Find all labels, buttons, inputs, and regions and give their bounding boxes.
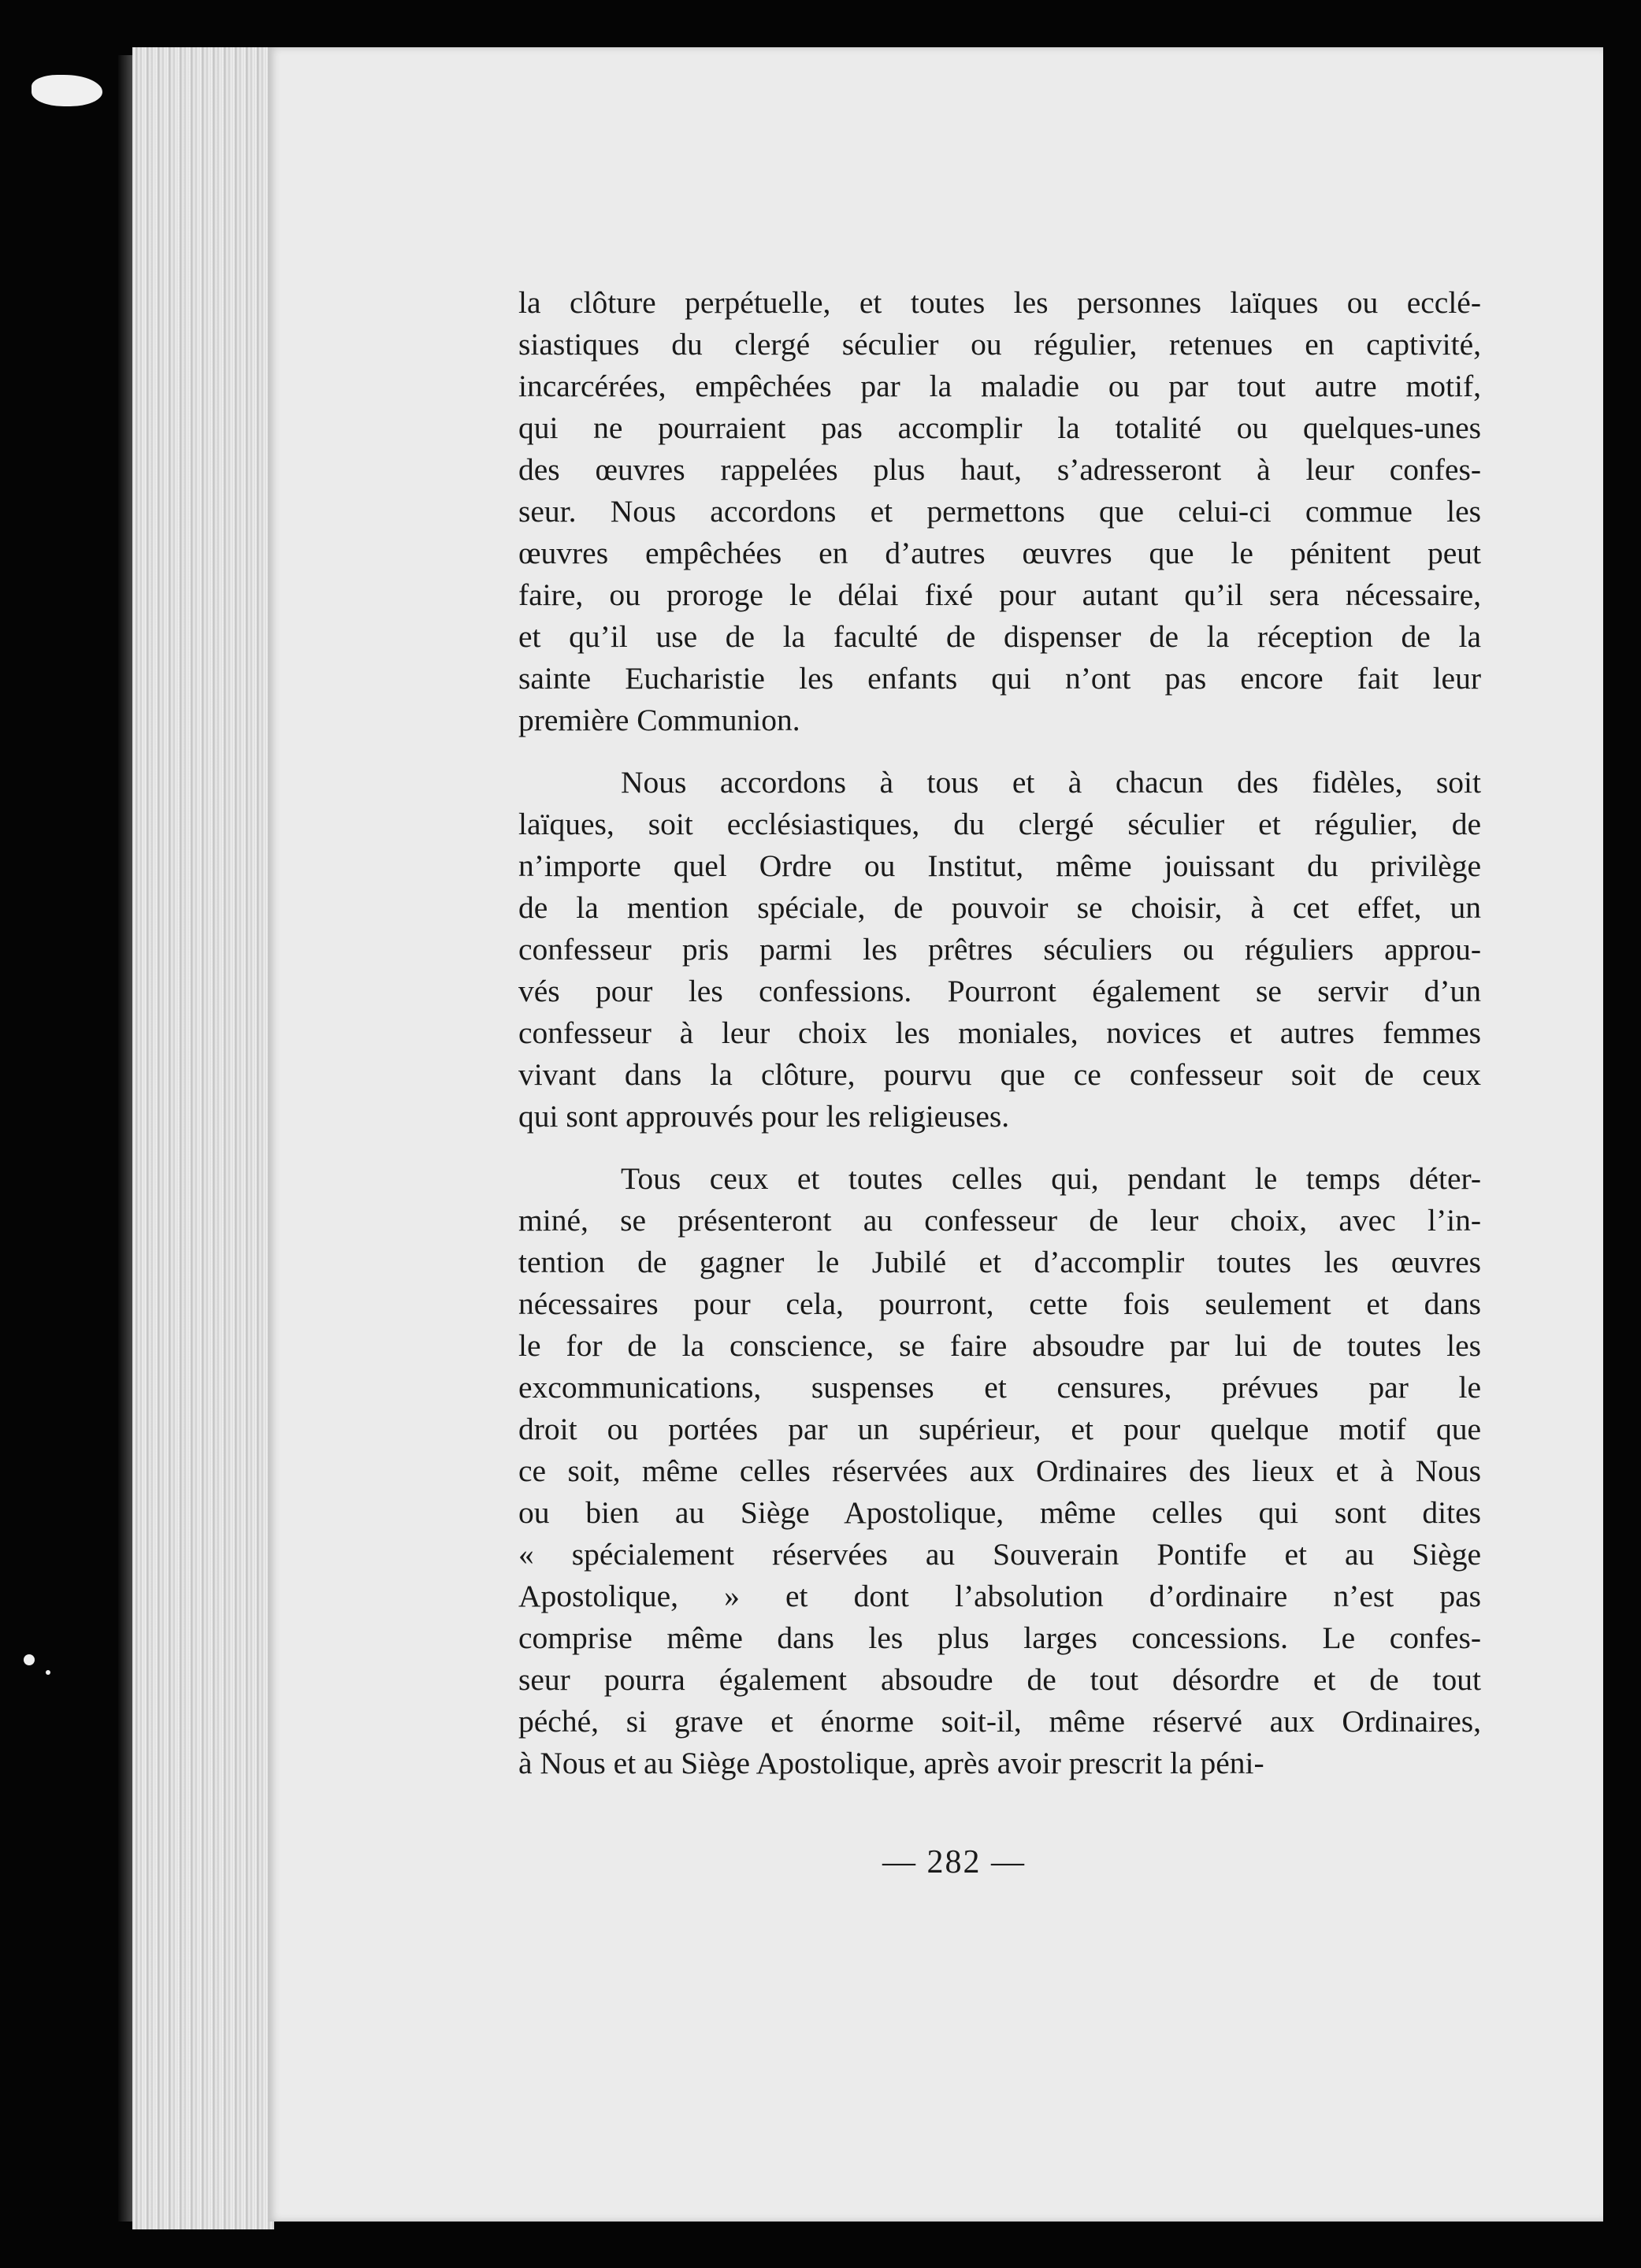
text-line: seur. Nous accordons et permettons que celui-ci commue les [518,494,1481,529]
paragraph [518,282,1481,741]
text-line: « spécialement réservées au Souverain Pontife et au Siège [518,1537,1481,1572]
text-line: comprise même dans les plus larges concessions. Le confes- [518,1620,1481,1655]
text-line: vés pour les confessions. Pourront également se servir d’un [518,974,1481,1008]
text-line: Nous accordons à tous et à chacun des fidèles, soit [621,765,1481,800]
paragraph [518,762,1481,1138]
scan-speck [24,1654,35,1665]
text-line: œuvres empêchées en d’autres œuvres que le pénitent peut [518,536,1481,570]
text-line: ou bien au Siège Apostolique, même celles qui sont dites [518,1495,1481,1530]
text-line: nécessaires pour cela, pourront, cette fois seulement et dans [518,1286,1481,1321]
text-line: des œuvres rappelées plus haut, s’adresseront à leur confes- [518,452,1481,487]
text-line: qui sont approuvés pour les religieuses. [518,1099,1010,1134]
text-line: sainte Eucharistie les enfants qui n’ont pas encore fait leur [518,661,1481,696]
text-line: confesseur pris parmi les prêtres séculiers ou réguliers approu- [518,932,1481,967]
text-line: siastiques du clergé séculier ou régulier, retenues en captivité, [518,327,1481,362]
text-line: n’importe quel Ordre ou Institut, même jouissant du privilège [518,848,1481,883]
text-line: miné, se présenteront au confesseur de leur choix, avec l’in- [518,1203,1481,1238]
text-line: première Communion. [518,703,800,737]
text-line: seur pourra également absoudre de tout désordre et de tout [518,1662,1481,1697]
body-text [518,282,1481,1805]
text-line: Apostolique, » et dont l’absolution d’ordinaire n’est pas [518,1579,1481,1613]
text-line: le for de la conscience, se faire absoudre par lui de toutes les [518,1328,1481,1363]
book-page-edges [132,47,274,2229]
text-line: péché, si grave et énorme soit-il, même réservé aux Ordinaires, [518,1704,1481,1739]
page-number: — 282 — [882,1844,1026,1880]
text-line: Tous ceux et toutes celles qui, pendant le temps déter- [621,1161,1481,1196]
text-line: qui ne pourraient pas accomplir la totalité ou quelques-unes [518,410,1481,445]
scan-speck [46,1670,50,1675]
text-line: ce soit, même celles réservées aux Ordinaires des lieux et à Nous [518,1453,1481,1488]
text-line: à Nous et au Siège Apostolique, après avoir prescrit la péni- [518,1746,1264,1780]
paragraph [518,1158,1481,1784]
text-line: de la mention spéciale, de pouvoir se choisir, à cet effet, un [518,890,1481,925]
text-line: vivant dans la clôture, pourvu que ce confesseur soit de ceux [518,1057,1481,1092]
text-line: la clôture perpétuelle, et toutes les personnes laïques ou ecclé- [518,285,1481,320]
scan-speck [32,75,102,106]
text-line: tention de gagner le Jubilé et d’accomplir toutes les œuvres [518,1245,1481,1279]
text-line: faire, ou proroge le délai fixé pour autant qu’il sera nécessaire, [518,577,1481,612]
text-line: droit ou portées par un supérieur, et pour quelque motif que [518,1412,1481,1446]
text-line: laïques, soit ecclésiastiques, du clergé séculier et régulier, de [518,807,1481,841]
text-line: excommunications, suspenses et censures, prévues par le [518,1370,1481,1405]
text-line: incarcérées, empêchées par la maladie ou par tout autre motif, [518,369,1481,403]
text-line: confesseur à leur choix les moniales, novices et autres femmes [518,1015,1481,1050]
text-line: et qu’il use de la faculté de dispenser de la réception de la [518,619,1481,654]
